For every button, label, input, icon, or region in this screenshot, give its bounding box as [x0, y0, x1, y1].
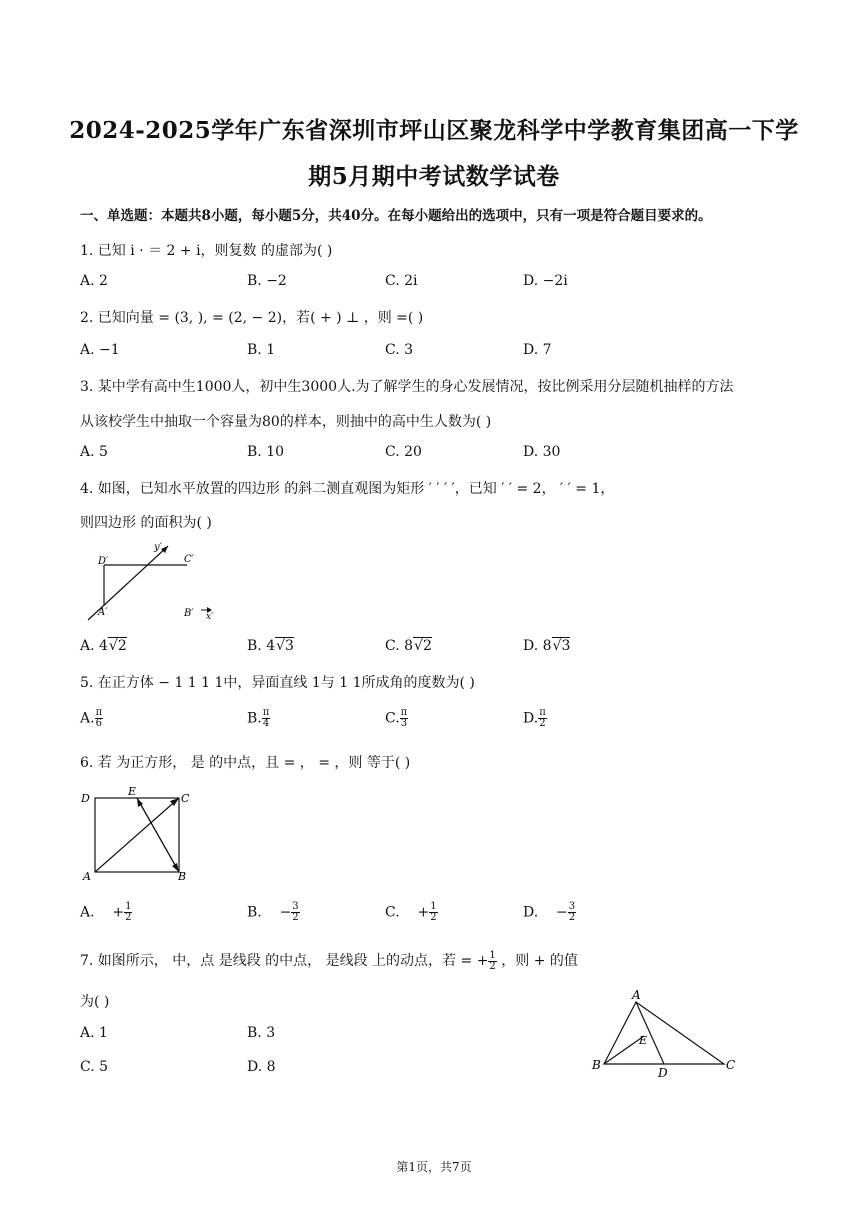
- q3-option-c: C. 20: [385, 444, 422, 460]
- q3-option-d: D. 30: [523, 444, 561, 460]
- q7-label-c: C: [726, 1058, 736, 1072]
- q7-label-b: B: [592, 1058, 601, 1072]
- q6-option-d: D. − $\frac{3}{2}$: [523, 901, 576, 923]
- q1-option-d: D. −2i: [523, 273, 568, 289]
- q4-option-c: C. 8√2: [385, 638, 432, 654]
- q5-option-a: A. $\frac{\pi}{6}$: [80, 707, 103, 729]
- q6-figure: [78, 784, 196, 884]
- q6-label-b: B: [178, 870, 187, 883]
- q4-label-a: A′: [98, 607, 108, 618]
- q1-option-c: C. 2i: [385, 273, 418, 289]
- q7-option-c: C. 5: [80, 1059, 109, 1075]
- q4-label-d: D′: [98, 556, 109, 567]
- question-7-stem-line-2: 为( ): [80, 994, 110, 1010]
- question-7-stem-line-1: 7. 如图所示， 中，点 是线段 的中点， 是线段 上的动点，若 = + $\frac{1}{2}$ ，则 + 的值: [80, 949, 578, 972]
- q4-option-a: A. 4√2: [80, 638, 127, 654]
- q6-option-c: C. + $\frac{1}{2}$: [385, 901, 437, 923]
- question-4-stem-line-2: 则四边形 的面积为( ): [80, 515, 212, 531]
- q4-label-c: C′: [184, 554, 194, 565]
- q3-option-a: A. 5: [80, 444, 108, 460]
- question-2-stem: 2. 已知向量 = (3, ), = (2, − 2)，若( + ) ⊥ ，则 =( ): [80, 310, 424, 326]
- q7-label-d: D: [658, 1066, 668, 1080]
- question-6-stem: 6. 若 为正方形， 是 的中点，且 = ， = ，则 等于( ): [80, 755, 411, 771]
- q2-option-b: B. 1: [247, 342, 276, 358]
- q7-option-b: B. 3: [247, 1025, 276, 1041]
- q6-label-e: E: [128, 785, 137, 798]
- q6-label-d: D: [81, 792, 90, 805]
- q7-option-d: D. 8: [247, 1059, 276, 1075]
- q7-figure: [588, 988, 740, 1080]
- q6-option-b: B. − $\frac{3}{2}$: [247, 901, 299, 923]
- q5-option-c: C. $\frac{\pi}{3}$: [385, 707, 408, 729]
- q5-option-d: D. $\frac{\pi}{2}$: [523, 707, 546, 729]
- q6-option-a: A. + $\frac{1}{2}$: [80, 901, 132, 923]
- q4-label-b: B′: [184, 608, 194, 619]
- q4-label-x: x′: [206, 612, 214, 622]
- q4-figure: [84, 540, 224, 626]
- title-line-1: 2024-2025学年广东省深圳市坪山区聚龙科学中学教育集团高一下学: [69, 117, 799, 144]
- q2-option-d: D. 7: [523, 342, 552, 358]
- q6-label-a: A: [83, 870, 91, 883]
- q7-option-a: A. 1: [80, 1025, 108, 1041]
- q5-option-b: B. $\frac{\pi}{4}$: [247, 707, 270, 729]
- page-footer: 第1页，共7页: [396, 1160, 472, 1174]
- question-3-stem-line-2: 从该校学生中抽取一个容量为80的样本，则抽中的高中生人数为( ): [80, 414, 492, 430]
- question-4-stem-line-1: 4. 如图，已知水平放置的四边形 的斜二测直观图为矩形 ′ ′ ′ ′，已知 ′ ′ = 2， ′ ′ = 1，: [80, 481, 615, 497]
- q2-option-a: A. −1: [80, 342, 120, 358]
- q7-label-a: A: [632, 988, 641, 1002]
- q4-option-b: B. 4√3: [247, 638, 294, 654]
- q3-option-b: B. 10: [247, 444, 285, 460]
- q1-option-a: A. 2: [80, 273, 108, 289]
- q7-label-e: E: [639, 1034, 648, 1047]
- q6-label-c: C: [181, 792, 190, 805]
- q2-option-c: C. 3: [385, 342, 414, 358]
- question-1-stem: 1. 已知 i · ＝ 2 + i，则复数 的虚部为( ): [80, 243, 333, 259]
- q1-option-b: B. −2: [247, 273, 287, 289]
- section-heading: 一、单选题：本题共8小题，每小题5分，共40分。在每小题给出的选项中，只有一项是符合题目要求的。: [80, 208, 712, 224]
- q4-option-d: D. 8√3: [523, 638, 571, 654]
- question-5-stem: 5. 在正方体 − 1 1 1 1中，异面直线 1与 1 1所成角的度数为( ): [80, 675, 475, 691]
- title-line-2: 期5月期中考试数学试卷: [308, 163, 560, 190]
- q4-label-y: y′: [154, 542, 162, 553]
- question-3-stem-line-1: 3. 某中学有高中生1000人，初中生3000人.为了解学生的身心发展情况，按比例采用分层随机抽样的方法: [80, 379, 734, 395]
